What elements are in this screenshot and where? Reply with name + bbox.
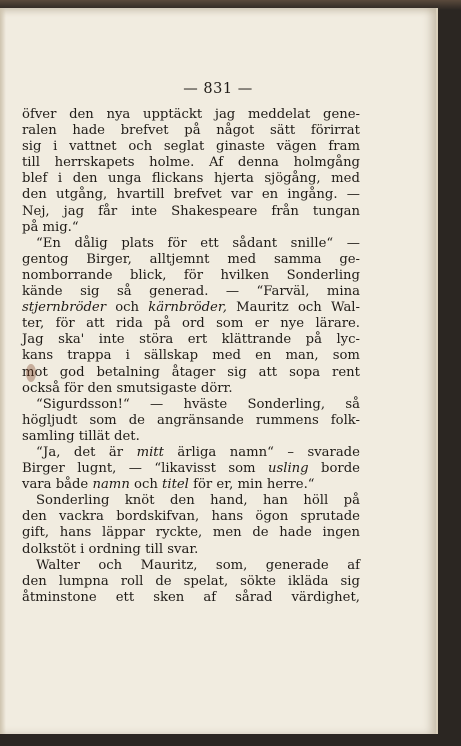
text-line: nomborrande blick, för hvilken Sonderling bbox=[22, 267, 360, 283]
text-line: ter, för att rida på ord som er nye lärare. bbox=[22, 316, 360, 332]
text-line: kans trappa i sällskap med en man, som bbox=[22, 348, 360, 364]
text-line: den lumpna roll de spelat, sökte ikläda sig bbox=[22, 573, 360, 589]
text-line: vara både namn och titel för er, min herre.“ bbox=[22, 477, 315, 493]
text-line: Walter och Mauritz, som, generade af bbox=[36, 557, 360, 573]
text-line: Nej, jag får inte Shakespeare från tungan bbox=[22, 203, 361, 219]
text-line: “Sigurdsson!“ — hväste Sonderling, så bbox=[36, 396, 360, 412]
text-line: dolkstöt i ordning till svar. bbox=[22, 541, 199, 557]
text-line: ralen hade brefvet på något sätt förirrat bbox=[22, 123, 360, 139]
text-line: “En dålig plats för ett sådant snille“ — bbox=[36, 235, 360, 251]
spine-shadow bbox=[0, 8, 6, 734]
text-line: blef i den unga flickans hjerta sjögång, med bbox=[22, 171, 360, 187]
text-line: högljudt som de angränsande rummens folk- bbox=[22, 412, 361, 428]
text-line: den vackra bordskifvan, hans ögon sprutade bbox=[22, 509, 360, 525]
text-line: samling tillät det. bbox=[22, 428, 140, 444]
text-line: kände sig så generad. — “Farväl, mina bbox=[22, 284, 360, 300]
text-line: gentog Birger, alltjemnt med samma ge- bbox=[22, 251, 361, 267]
text-line: sig i vattnet och seglat ginaste vägen fram bbox=[22, 139, 360, 155]
paper-page bbox=[0, 8, 438, 734]
text-line: mot god betalning åtager sig att sopa rent bbox=[22, 364, 360, 380]
text-line: “Ja, det är mitt ärliga namn“ – svarade bbox=[36, 444, 360, 460]
text-line: Sonderling knöt den hand, han höll på bbox=[36, 493, 360, 509]
text-line: Jag ska' inte störa ert klättrande på lyc- bbox=[22, 332, 360, 348]
text-line: den utgång, hvartill brefvet var en ingång. — bbox=[22, 187, 360, 203]
text-line: till herrskapets holme. Af denna holmgång bbox=[22, 155, 361, 171]
text-line: på mig.“ bbox=[22, 219, 79, 235]
ink-stain bbox=[26, 364, 36, 382]
text-line: Birger lugnt, — “likavisst som usling borde bbox=[22, 461, 360, 477]
text-line: öfver den nya upptäckt jag meddelat gene- bbox=[22, 107, 360, 122]
body-text bbox=[22, 107, 360, 606]
text-line: åtminstone ett sken af sårad värdighet, bbox=[22, 589, 360, 605]
text-line: också för den smutsigaste dörr. bbox=[22, 380, 233, 396]
page-number: — 831 — bbox=[183, 81, 253, 97]
text-line: gift, hans läppar ryckte, men de hade ingen bbox=[22, 525, 360, 541]
text-line: stjernbröder och kärnbröder, Mauritz och Wal- bbox=[22, 300, 360, 316]
